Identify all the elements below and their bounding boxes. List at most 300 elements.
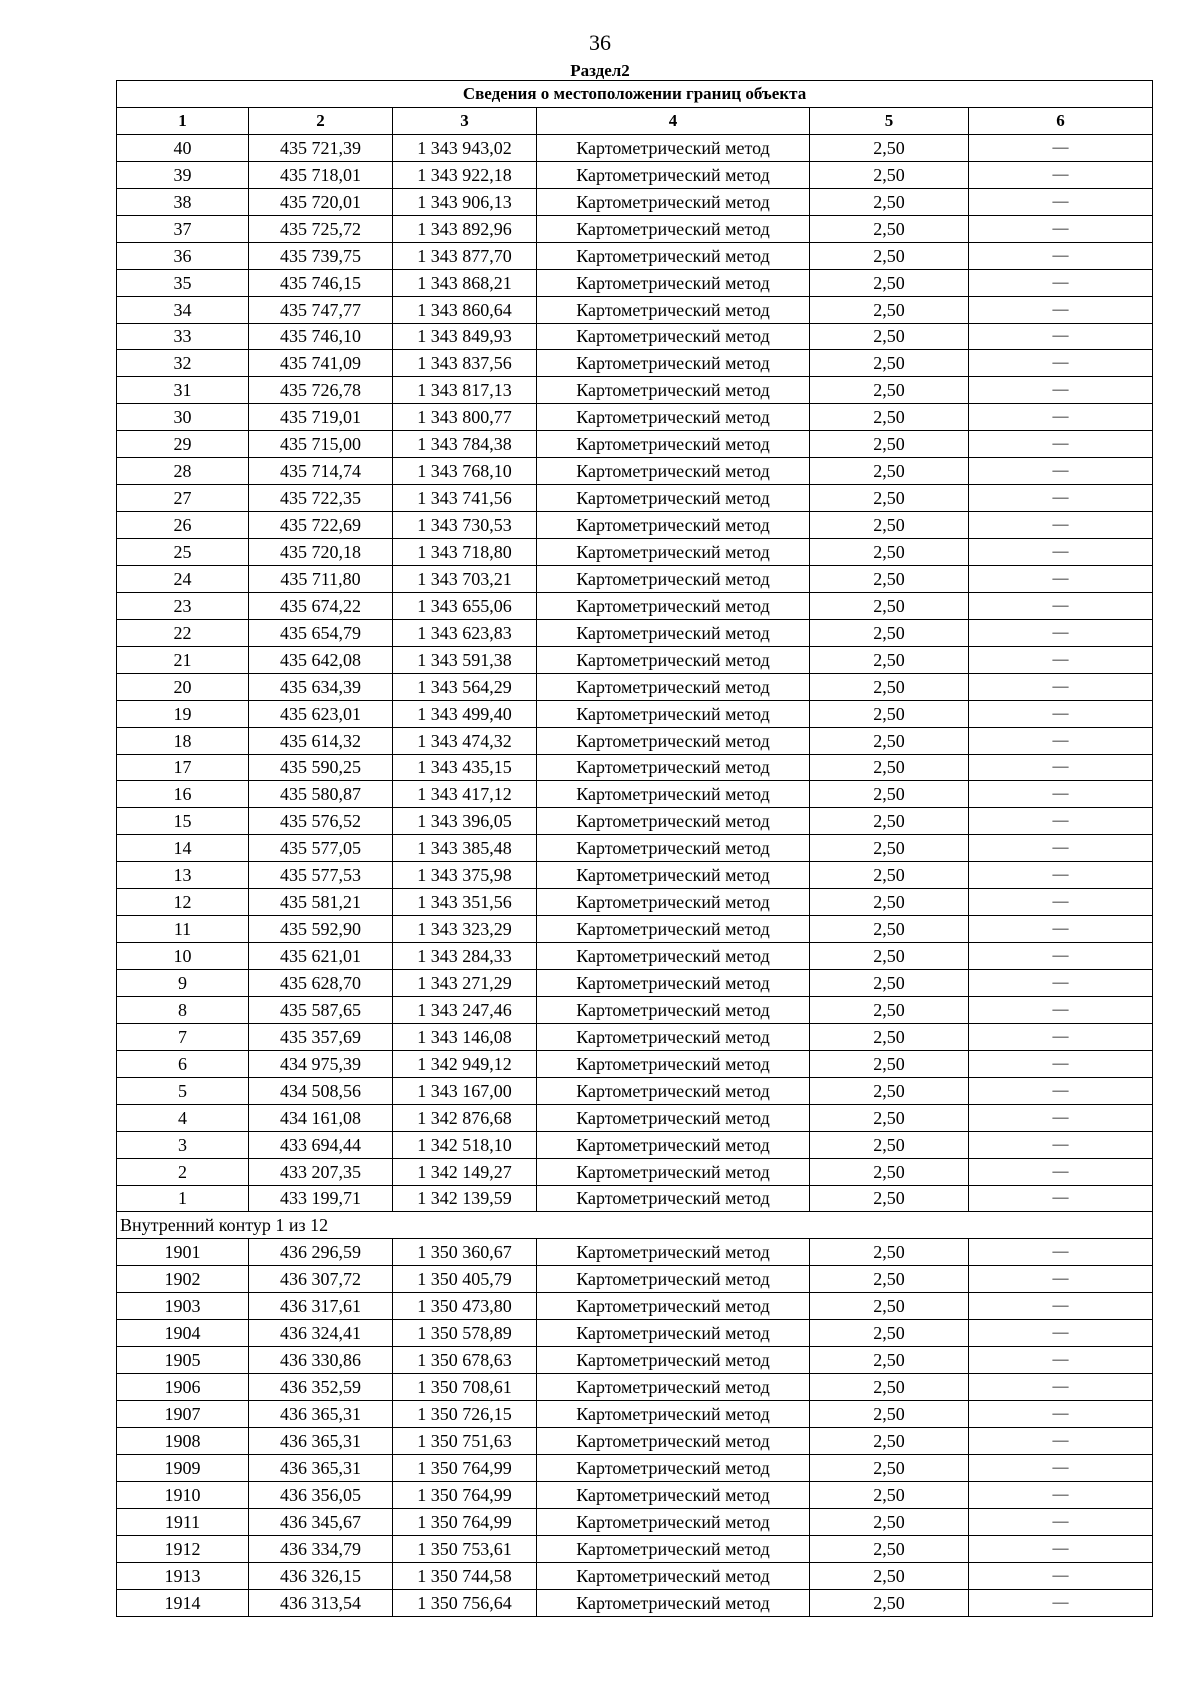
accuracy-cell: 2,50	[810, 1266, 969, 1293]
point-number-cell: 20	[117, 673, 249, 700]
x-coordinate-cell: 435 726,78	[249, 377, 393, 404]
x-coordinate-cell: 436 334,79	[249, 1535, 393, 1562]
y-coordinate-cell: 1 343 868,21	[393, 269, 537, 296]
table-row	[117, 134, 1153, 161]
method-cell: Картометрический метод	[537, 188, 810, 215]
description-cell: —	[969, 539, 1153, 566]
description-cell: —	[969, 1374, 1153, 1401]
description-cell: —	[969, 1427, 1153, 1454]
point-number-cell: 1906	[117, 1374, 249, 1401]
x-coordinate-cell: 436 352,59	[249, 1374, 393, 1401]
method-cell: Картометрический метод	[537, 889, 810, 916]
table-row	[117, 161, 1153, 188]
table-row	[117, 377, 1153, 404]
y-coordinate-cell: 1 343 167,00	[393, 1077, 537, 1104]
table-row	[117, 215, 1153, 242]
x-coordinate-cell: 435 628,70	[249, 970, 393, 997]
x-coordinate-cell: 434 161,08	[249, 1104, 393, 1131]
description-cell: —	[969, 996, 1153, 1023]
description-cell: —	[969, 350, 1153, 377]
table-row	[117, 1589, 1153, 1616]
description-cell: —	[969, 700, 1153, 727]
method-cell: Картометрический метод	[537, 862, 810, 889]
point-number-cell: 36	[117, 242, 249, 269]
accuracy-cell: 2,50	[810, 1508, 969, 1535]
accuracy-cell: 2,50	[810, 1104, 969, 1131]
accuracy-cell: 2,50	[810, 673, 969, 700]
description-cell: —	[969, 296, 1153, 323]
description-cell: —	[969, 1320, 1153, 1347]
point-number-cell: 34	[117, 296, 249, 323]
table-row	[117, 188, 1153, 215]
method-cell: Картометрический метод	[537, 1401, 810, 1428]
y-coordinate-cell: 1 350 764,99	[393, 1508, 537, 1535]
point-number-cell: 1903	[117, 1293, 249, 1320]
y-coordinate-cell: 1 343 943,02	[393, 134, 537, 161]
accuracy-cell: 2,50	[810, 592, 969, 619]
method-cell: Картометрический метод	[537, 996, 810, 1023]
y-coordinate-cell: 1 343 323,29	[393, 916, 537, 943]
accuracy-cell: 2,50	[810, 323, 969, 350]
accuracy-cell: 2,50	[810, 350, 969, 377]
y-coordinate-cell: 1 350 744,58	[393, 1562, 537, 1589]
method-cell: Картометрический метод	[537, 700, 810, 727]
y-coordinate-cell: 1 343 417,12	[393, 781, 537, 808]
x-coordinate-cell: 436 307,72	[249, 1266, 393, 1293]
method-cell: Картометрический метод	[537, 161, 810, 188]
description-cell: —	[969, 1131, 1153, 1158]
column-header: 3	[393, 108, 537, 135]
method-cell: Картометрический метод	[537, 377, 810, 404]
method-cell: Картометрический метод	[537, 619, 810, 646]
description-cell: —	[969, 1347, 1153, 1374]
y-coordinate-cell: 1 343 849,93	[393, 323, 537, 350]
method-cell: Картометрический метод	[537, 1508, 810, 1535]
method-cell: Картометрический метод	[537, 1535, 810, 1562]
table-row	[117, 1454, 1153, 1481]
method-cell: Картометрический метод	[537, 323, 810, 350]
point-number-cell: 11	[117, 916, 249, 943]
contour-label: Внутренний контур 1 из 12	[117, 1212, 1153, 1239]
accuracy-cell: 2,50	[810, 404, 969, 431]
description-cell: —	[969, 673, 1153, 700]
method-cell: Картометрический метод	[537, 727, 810, 754]
point-number-cell: 1905	[117, 1347, 249, 1374]
method-cell: Картометрический метод	[537, 1185, 810, 1212]
x-coordinate-cell: 435 720,01	[249, 188, 393, 215]
accuracy-cell: 2,50	[810, 1481, 969, 1508]
accuracy-cell: 2,50	[810, 1293, 969, 1320]
y-coordinate-cell: 1 343 351,56	[393, 889, 537, 916]
y-coordinate-cell: 1 343 906,13	[393, 188, 537, 215]
accuracy-cell: 2,50	[810, 242, 969, 269]
y-coordinate-cell: 1 343 146,08	[393, 1023, 537, 1050]
accuracy-cell: 2,50	[810, 1347, 969, 1374]
y-coordinate-cell: 1 343 718,80	[393, 539, 537, 566]
y-coordinate-cell: 1 342 149,27	[393, 1158, 537, 1185]
description-cell: —	[969, 431, 1153, 458]
x-coordinate-cell: 435 587,65	[249, 996, 393, 1023]
method-cell: Картометрический метод	[537, 458, 810, 485]
method-cell: Картометрический метод	[537, 592, 810, 619]
x-coordinate-cell: 435 714,74	[249, 458, 393, 485]
description-cell: —	[969, 970, 1153, 997]
y-coordinate-cell: 1 343 703,21	[393, 565, 537, 592]
accuracy-cell: 2,50	[810, 889, 969, 916]
description-cell: —	[969, 215, 1153, 242]
x-coordinate-cell: 435 746,15	[249, 269, 393, 296]
table-row	[117, 350, 1153, 377]
description-cell: —	[969, 565, 1153, 592]
method-cell: Картометрический метод	[537, 781, 810, 808]
description-cell: —	[969, 323, 1153, 350]
y-coordinate-cell: 1 342 139,59	[393, 1185, 537, 1212]
point-number-cell: 32	[117, 350, 249, 377]
method-cell: Картометрический метод	[537, 1077, 810, 1104]
description-cell: —	[969, 1266, 1153, 1293]
x-coordinate-cell: 435 580,87	[249, 781, 393, 808]
x-coordinate-cell: 435 577,05	[249, 835, 393, 862]
description-cell: —	[969, 619, 1153, 646]
description-cell: —	[969, 1158, 1153, 1185]
table-row	[117, 1266, 1153, 1293]
description-cell: —	[969, 269, 1153, 296]
point-number-cell: 7	[117, 1023, 249, 1050]
method-cell: Картометрический метод	[537, 916, 810, 943]
x-coordinate-cell: 435 720,18	[249, 539, 393, 566]
x-coordinate-cell: 435 674,22	[249, 592, 393, 619]
method-cell: Картометрический метод	[537, 1293, 810, 1320]
point-number-cell: 1911	[117, 1508, 249, 1535]
y-coordinate-cell: 1 350 764,99	[393, 1454, 537, 1481]
y-coordinate-cell: 1 350 726,15	[393, 1401, 537, 1428]
point-number-cell: 3	[117, 1131, 249, 1158]
table-row	[117, 296, 1153, 323]
point-number-cell: 17	[117, 754, 249, 781]
y-coordinate-cell: 1 350 764,99	[393, 1481, 537, 1508]
description-cell: —	[969, 1401, 1153, 1428]
method-cell: Картометрический метод	[537, 1562, 810, 1589]
point-number-cell: 1901	[117, 1239, 249, 1266]
method-cell: Картометрический метод	[537, 134, 810, 161]
x-coordinate-cell: 436 296,59	[249, 1239, 393, 1266]
section-title: Раздел2	[570, 61, 630, 80]
method-cell: Картометрический метод	[537, 1589, 810, 1616]
x-coordinate-cell: 434 975,39	[249, 1050, 393, 1077]
table-row	[117, 1158, 1153, 1185]
description-cell: —	[969, 1454, 1153, 1481]
description-cell: —	[969, 1481, 1153, 1508]
x-coordinate-cell: 436 365,31	[249, 1427, 393, 1454]
table-row	[117, 431, 1153, 458]
accuracy-cell: 2,50	[810, 916, 969, 943]
table-row	[117, 889, 1153, 916]
description-cell: —	[969, 943, 1153, 970]
table-row	[117, 727, 1153, 754]
description-cell: —	[969, 1293, 1153, 1320]
accuracy-cell: 2,50	[810, 377, 969, 404]
method-cell: Картометрический метод	[537, 565, 810, 592]
accuracy-cell: 2,50	[810, 1158, 969, 1185]
method-cell: Картометрический метод	[537, 1158, 810, 1185]
point-number-cell: 18	[117, 727, 249, 754]
method-cell: Картометрический метод	[537, 485, 810, 512]
accuracy-cell: 2,50	[810, 485, 969, 512]
x-coordinate-cell: 435 739,75	[249, 242, 393, 269]
x-coordinate-cell: 435 614,32	[249, 727, 393, 754]
description-cell: —	[969, 835, 1153, 862]
accuracy-cell: 2,50	[810, 512, 969, 539]
point-number-cell: 14	[117, 835, 249, 862]
x-coordinate-cell: 436 345,67	[249, 1508, 393, 1535]
method-cell: Картометрический метод	[537, 1131, 810, 1158]
table-row	[117, 1427, 1153, 1454]
table-row	[117, 458, 1153, 485]
accuracy-cell: 2,50	[810, 700, 969, 727]
x-coordinate-cell: 435 592,90	[249, 916, 393, 943]
accuracy-cell: 2,50	[810, 565, 969, 592]
accuracy-cell: 2,50	[810, 996, 969, 1023]
table-row	[117, 754, 1153, 781]
description-cell: —	[969, 1562, 1153, 1589]
accuracy-cell: 2,50	[810, 431, 969, 458]
table-row	[117, 646, 1153, 673]
method-cell: Картометрический метод	[537, 943, 810, 970]
accuracy-cell: 2,50	[810, 754, 969, 781]
x-coordinate-cell: 433 199,71	[249, 1185, 393, 1212]
contour-label-row	[117, 1212, 1153, 1239]
page-number: 36	[589, 30, 611, 55]
y-coordinate-cell: 1 343 817,13	[393, 377, 537, 404]
point-number-cell: 15	[117, 808, 249, 835]
y-coordinate-cell: 1 342 518,10	[393, 1131, 537, 1158]
description-cell: —	[969, 1508, 1153, 1535]
description-cell: —	[969, 188, 1153, 215]
method-cell: Картометрический метод	[537, 1374, 810, 1401]
table-row	[117, 1293, 1153, 1320]
table-row	[117, 1320, 1153, 1347]
description-cell: —	[969, 889, 1153, 916]
description-cell: —	[969, 1185, 1153, 1212]
method-cell: Картометрический метод	[537, 970, 810, 997]
accuracy-cell: 2,50	[810, 1454, 969, 1481]
description-cell: —	[969, 781, 1153, 808]
table-row	[117, 1562, 1153, 1589]
accuracy-cell: 2,50	[810, 1401, 969, 1428]
method-cell: Картометрический метод	[537, 1050, 810, 1077]
point-number-cell: 35	[117, 269, 249, 296]
x-coordinate-cell: 436 317,61	[249, 1293, 393, 1320]
x-coordinate-cell: 434 508,56	[249, 1077, 393, 1104]
column-header: 5	[810, 108, 969, 135]
method-cell: Картометрический метод	[537, 242, 810, 269]
point-number-cell: 1907	[117, 1401, 249, 1428]
point-number-cell: 1908	[117, 1427, 249, 1454]
method-cell: Картометрический метод	[537, 431, 810, 458]
method-cell: Картометрический метод	[537, 1023, 810, 1050]
table-row	[117, 943, 1153, 970]
table-row	[117, 404, 1153, 431]
method-cell: Картометрический метод	[537, 1427, 810, 1454]
table-row	[117, 862, 1153, 889]
method-cell: Картометрический метод	[537, 835, 810, 862]
x-coordinate-cell: 435 715,00	[249, 431, 393, 458]
description-cell: —	[969, 1589, 1153, 1616]
x-coordinate-cell: 436 326,15	[249, 1562, 393, 1589]
point-number-cell: 10	[117, 943, 249, 970]
y-coordinate-cell: 1 343 784,38	[393, 431, 537, 458]
x-coordinate-cell: 435 634,39	[249, 673, 393, 700]
y-coordinate-cell: 1 343 922,18	[393, 161, 537, 188]
point-number-cell: 2	[117, 1158, 249, 1185]
x-coordinate-cell: 433 207,35	[249, 1158, 393, 1185]
method-cell: Картометрический метод	[537, 215, 810, 242]
point-number-cell: 23	[117, 592, 249, 619]
table-row	[117, 835, 1153, 862]
description-cell: —	[969, 1050, 1153, 1077]
point-number-cell: 22	[117, 619, 249, 646]
accuracy-cell: 2,50	[810, 1077, 969, 1104]
description-cell: —	[969, 485, 1153, 512]
y-coordinate-cell: 1 343 730,53	[393, 512, 537, 539]
point-number-cell: 4	[117, 1104, 249, 1131]
x-coordinate-cell: 435 722,69	[249, 512, 393, 539]
point-number-cell: 1909	[117, 1454, 249, 1481]
point-number-cell: 26	[117, 512, 249, 539]
table-row	[117, 1185, 1153, 1212]
accuracy-cell: 2,50	[810, 835, 969, 862]
y-coordinate-cell: 1 343 800,77	[393, 404, 537, 431]
x-coordinate-cell: 435 741,09	[249, 350, 393, 377]
x-coordinate-cell: 435 711,80	[249, 565, 393, 592]
description-cell: —	[969, 512, 1153, 539]
table-row	[117, 242, 1153, 269]
point-number-cell: 1914	[117, 1589, 249, 1616]
accuracy-cell: 2,50	[810, 458, 969, 485]
table-row	[117, 1481, 1153, 1508]
point-number-cell: 6	[117, 1050, 249, 1077]
column-header: 4	[537, 108, 810, 135]
accuracy-cell: 2,50	[810, 1562, 969, 1589]
table-header-row	[117, 108, 1153, 135]
x-coordinate-cell: 436 365,31	[249, 1401, 393, 1428]
x-coordinate-cell: 435 721,39	[249, 134, 393, 161]
x-coordinate-cell: 435 746,10	[249, 323, 393, 350]
method-cell: Картометрический метод	[537, 673, 810, 700]
table-row	[117, 970, 1153, 997]
table-row	[117, 1535, 1153, 1562]
y-coordinate-cell: 1 350 756,64	[393, 1589, 537, 1616]
table-row	[117, 565, 1153, 592]
method-cell: Картометрический метод	[537, 754, 810, 781]
description-cell: —	[969, 134, 1153, 161]
point-number-cell: 8	[117, 996, 249, 1023]
accuracy-cell: 2,50	[810, 1374, 969, 1401]
accuracy-cell: 2,50	[810, 781, 969, 808]
table-row	[117, 269, 1153, 296]
description-cell: —	[969, 592, 1153, 619]
table-row	[117, 539, 1153, 566]
y-coordinate-cell: 1 343 375,98	[393, 862, 537, 889]
x-coordinate-cell: 435 357,69	[249, 1023, 393, 1050]
method-cell: Картометрический метод	[537, 539, 810, 566]
x-coordinate-cell: 435 747,77	[249, 296, 393, 323]
x-coordinate-cell: 435 577,53	[249, 862, 393, 889]
method-cell: Картометрический метод	[537, 808, 810, 835]
table-row	[117, 1508, 1153, 1535]
x-coordinate-cell: 435 623,01	[249, 700, 393, 727]
boundary-table	[116, 80, 1153, 1617]
method-cell: Картометрический метод	[537, 512, 810, 539]
point-number-cell: 1912	[117, 1535, 249, 1562]
description-cell: —	[969, 458, 1153, 485]
point-number-cell: 39	[117, 161, 249, 188]
y-coordinate-cell: 1 343 247,46	[393, 996, 537, 1023]
y-coordinate-cell: 1 343 385,48	[393, 835, 537, 862]
table-row	[117, 808, 1153, 835]
y-coordinate-cell: 1 350 578,89	[393, 1320, 537, 1347]
y-coordinate-cell: 1 342 876,68	[393, 1104, 537, 1131]
description-cell: —	[969, 862, 1153, 889]
accuracy-cell: 2,50	[810, 1131, 969, 1158]
description-cell: —	[969, 1239, 1153, 1266]
y-coordinate-cell: 1 343 860,64	[393, 296, 537, 323]
y-coordinate-cell: 1 343 284,33	[393, 943, 537, 970]
y-coordinate-cell: 1 343 499,40	[393, 700, 537, 727]
y-coordinate-cell: 1 343 623,83	[393, 619, 537, 646]
description-cell: —	[969, 754, 1153, 781]
y-coordinate-cell: 1 350 405,79	[393, 1266, 537, 1293]
x-coordinate-cell: 436 365,31	[249, 1454, 393, 1481]
table-row	[117, 1023, 1153, 1050]
y-coordinate-cell: 1 350 360,67	[393, 1239, 537, 1266]
x-coordinate-cell: 436 356,05	[249, 1481, 393, 1508]
table-row	[117, 781, 1153, 808]
y-coordinate-cell: 1 343 768,10	[393, 458, 537, 485]
y-coordinate-cell: 1 343 837,56	[393, 350, 537, 377]
accuracy-cell: 2,50	[810, 539, 969, 566]
description-cell: —	[969, 727, 1153, 754]
accuracy-cell: 2,50	[810, 646, 969, 673]
description-cell: —	[969, 1535, 1153, 1562]
point-number-cell: 12	[117, 889, 249, 916]
y-coordinate-cell: 1 343 271,29	[393, 970, 537, 997]
accuracy-cell: 2,50	[810, 134, 969, 161]
x-coordinate-cell: 435 590,25	[249, 754, 393, 781]
y-coordinate-cell: 1 350 678,63	[393, 1347, 537, 1374]
x-coordinate-cell: 435 576,52	[249, 808, 393, 835]
x-coordinate-cell: 435 642,08	[249, 646, 393, 673]
description-cell: —	[969, 377, 1153, 404]
accuracy-cell: 2,50	[810, 269, 969, 296]
y-coordinate-cell: 1 343 591,38	[393, 646, 537, 673]
table-row	[117, 323, 1153, 350]
point-number-cell: 1910	[117, 1481, 249, 1508]
table-row	[117, 485, 1153, 512]
method-cell: Картометрический метод	[537, 1104, 810, 1131]
method-cell: Картометрический метод	[537, 1481, 810, 1508]
method-cell: Картометрический метод	[537, 646, 810, 673]
table-row	[117, 1131, 1153, 1158]
y-coordinate-cell: 1 343 396,05	[393, 808, 537, 835]
point-number-cell: 33	[117, 323, 249, 350]
y-coordinate-cell: 1 342 949,12	[393, 1050, 537, 1077]
point-number-cell: 13	[117, 862, 249, 889]
table-caption: Сведения о местоположении границ объекта	[117, 81, 1153, 108]
y-coordinate-cell: 1 350 753,61	[393, 1535, 537, 1562]
method-cell: Картометрический метод	[537, 1454, 810, 1481]
x-coordinate-cell: 436 313,54	[249, 1589, 393, 1616]
